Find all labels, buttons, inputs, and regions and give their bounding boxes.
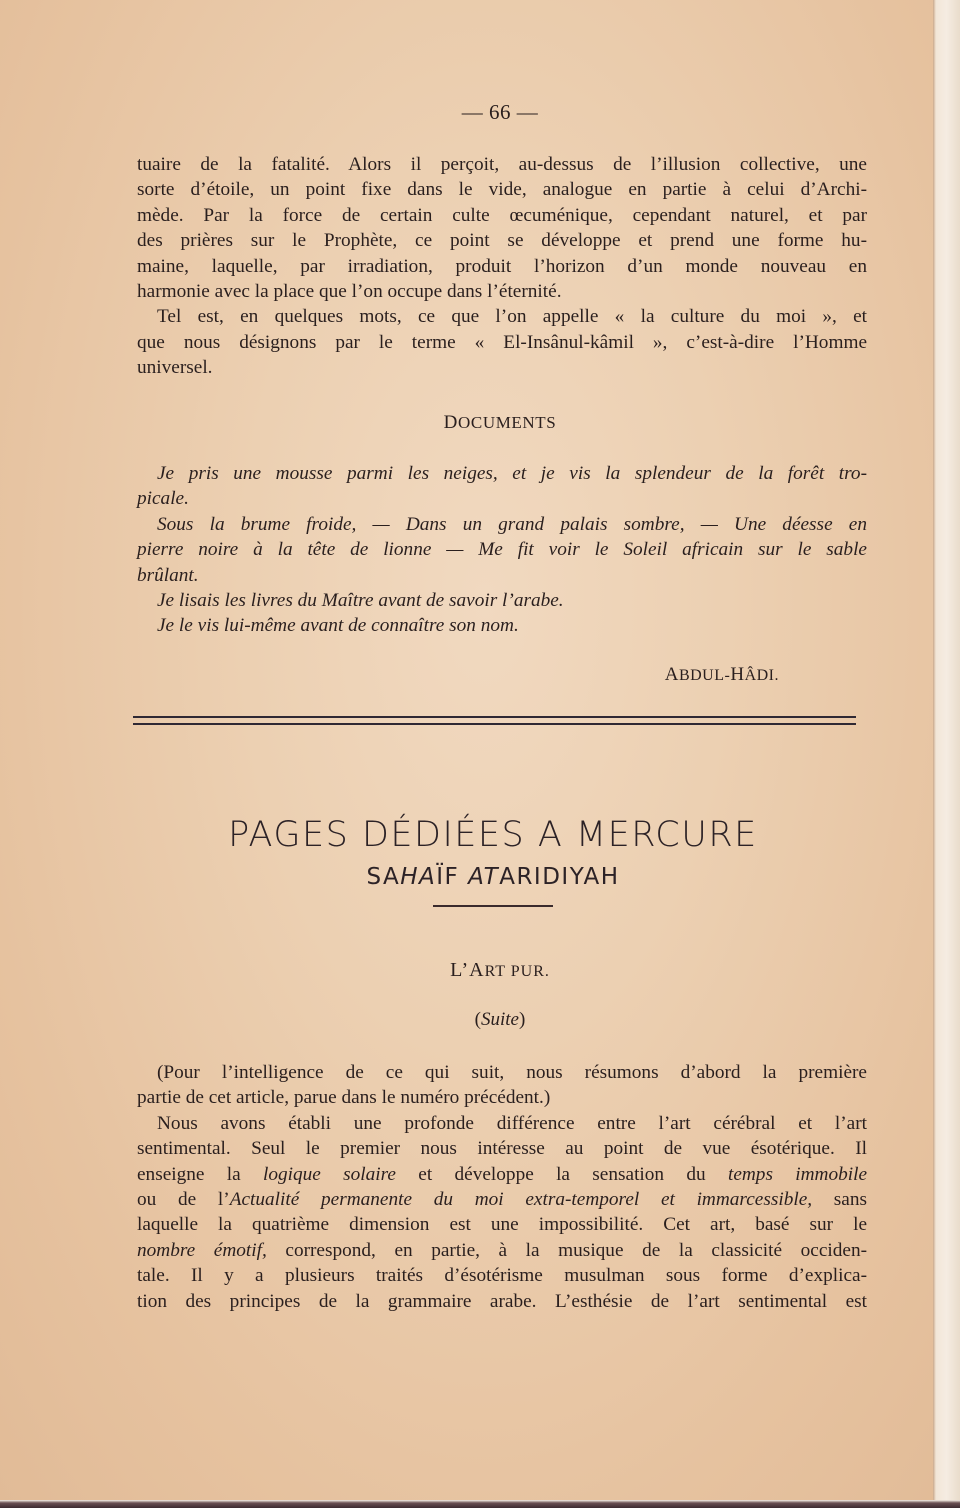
text-line [137, 1111, 867, 1136]
text-line: maine, laquelle, par irradiation, produit l’horizon d’un monde nouveau en [137, 255, 867, 277]
title-underline [433, 905, 553, 907]
italic-run: temps immobile [727, 1163, 868, 1185]
page-edge [933, 0, 960, 1502]
suite-label: (Suite) [474, 1009, 526, 1030]
article-title: PAGES DÉDIÉES A MERCURE [228, 815, 758, 855]
text-run: tale. Il y a plusieurs traités d’ésotérisme musulman sous forme d’explica- [137, 1265, 867, 1287]
italic-run: logique solaire [263, 1163, 396, 1185]
text-run: tion des principes de la grammaire arabe. L’esthésie de l’art sentimental est [137, 1290, 867, 1312]
text-line: mède. Par la force de certain culte œcuménique, cependant naturel, et par [137, 204, 867, 226]
text-run: sans [812, 1189, 867, 1211]
italic-run: nombre émotif, [137, 1239, 267, 1261]
text-line: harmonie avec la place que l’on occupe dans l’éternité. [137, 281, 562, 303]
section-heading: L’ART PUR. [450, 959, 550, 981]
section1-text [137, 152, 867, 381]
signature: ABDUL-HÂDI. [664, 664, 779, 685]
poem-line: Sous la brume froide, — Dans un grand palais sombre, — Une déesse en [157, 513, 867, 535]
text-line [137, 1187, 867, 1212]
text-run: correspond, en partie, à la musique de la classicité occiden- [266, 1239, 868, 1261]
bottom-shadow [0, 1500, 960, 1508]
text-line: des prières sur le Prophète, ce point se développe et prend une forme hu- [137, 230, 867, 252]
italic-run: Actualité permanente du moi extra-temporel et immarcessible, [229, 1189, 813, 1211]
text-line: tuaire de la fatalité. Alors il perçoit, au-dessus de l’illusion collective, une [137, 154, 867, 175]
documents-poem [137, 461, 867, 639]
poem-line: picale. [137, 488, 189, 510]
text-line [137, 1085, 867, 1110]
double-rule-bottom [133, 723, 856, 725]
page-number: — 66 — [461, 100, 539, 124]
text-run: ou de l’ [137, 1189, 230, 1211]
text-run: partie de cet article, parue dans le numéro précédent.) [137, 1087, 551, 1109]
text-run: laquelle la quatrième dimension est une impossibilité. Cet art, basé sur le [137, 1214, 867, 1236]
article-body [137, 1060, 867, 1314]
poem-line: pierre noire à la tête de lionne — Me fit voir le Soleil africain sur le sable [137, 539, 867, 561]
text-line [137, 1136, 867, 1161]
text-line [137, 1162, 867, 1187]
text-line [137, 1238, 867, 1263]
poem-line: Je lisais les livres du Maître avant de savoir l’arabe. [157, 590, 564, 612]
poem-line: Je pris une mousse parmi les neiges, et je vis la splendeur de la forêt tro- [157, 463, 867, 484]
text-run: Nous avons établi une profonde différence entre l’art cérébral et l’art [157, 1112, 867, 1134]
double-rule-top [133, 716, 856, 718]
text-line [137, 1212, 867, 1237]
text-line [137, 1263, 867, 1288]
text-line: universel. [137, 357, 213, 379]
documents-heading: DOCUMENTS [443, 412, 557, 433]
poem-line: brûlant. [137, 564, 199, 586]
text-line: Tel est, en quelques mots, ce que l’on appelle « la culture du moi », et [157, 306, 867, 328]
text-run: et développe la sensation du [396, 1163, 728, 1185]
poem-line: Je le vis lui-même avant de connaître son nom. [157, 615, 519, 637]
text-run: (Pour l’intelligence de ce qui suit, nous résumons d’abord la première [157, 1062, 867, 1083]
text-line [137, 1060, 867, 1085]
text-line: que nous désignons par le terme « El-Insânul-kâmil », c’est-à-dire l’Homme [137, 331, 867, 353]
text-run: sentimental. Seul le premier nous intéresse au point de vue ésotérique. Il [137, 1138, 867, 1160]
text-run: enseigne la [137, 1163, 263, 1185]
article-subtitle: SAHAÏF ATARIDIYAH [366, 864, 620, 890]
text-line [137, 1289, 867, 1314]
text-line: sorte d’étoile, un point fixe dans le vide, analogue en partie à celui d’Archi- [137, 179, 867, 201]
